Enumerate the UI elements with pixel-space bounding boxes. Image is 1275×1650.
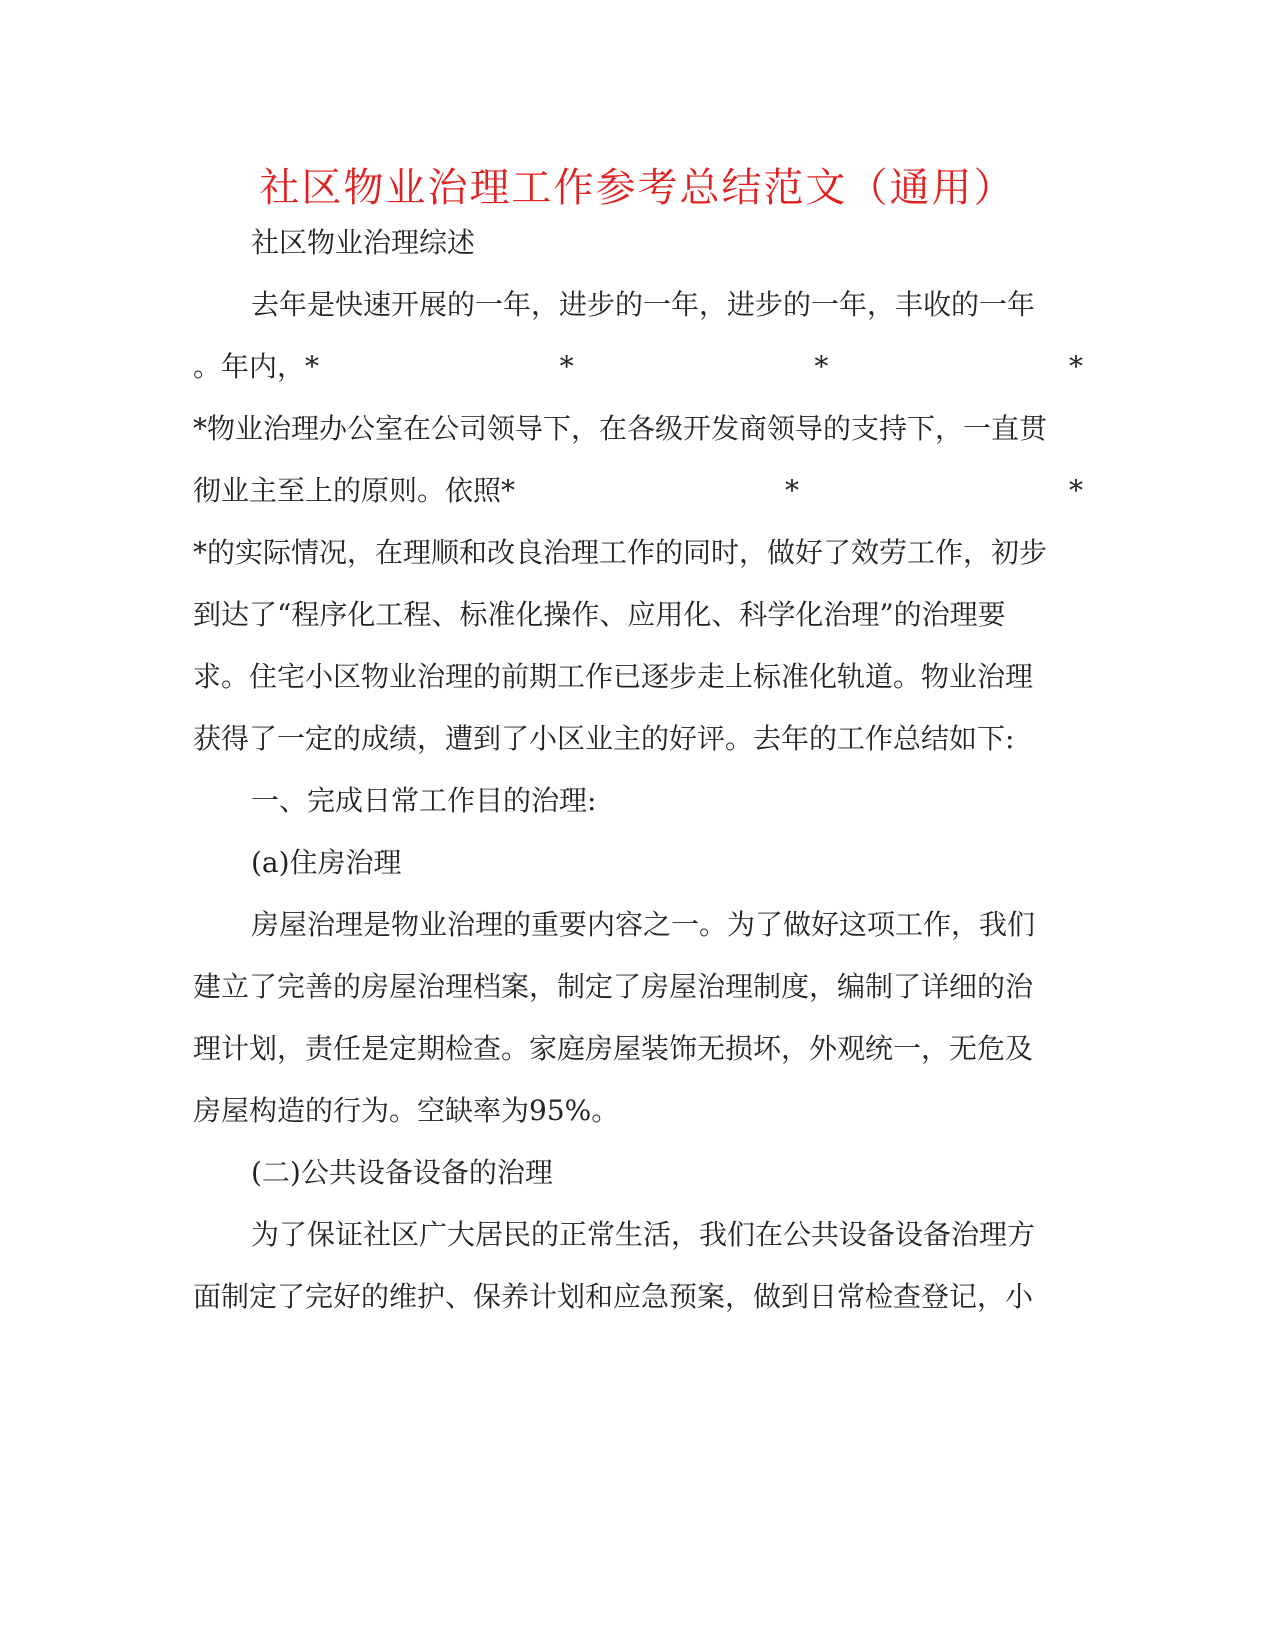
subsection-heading-facilities: (二)公共设备设备的治理 (251, 1156, 553, 1189)
text-fragment: * (559, 350, 574, 383)
text-fragment: * (1068, 474, 1083, 507)
paragraph-line: 理计划，责任是定期检查。家庭房屋装饰无损坏，外观统一，无危及 (193, 1032, 1034, 1065)
paragraph-line: 房屋构造的行为。空缺率为95%。 (193, 1094, 620, 1127)
paragraph-line: 房屋治理是物业治理的重要内容之一。为了做好这项工作，我们 (251, 908, 1036, 941)
paragraph-line: *的实际情况，在理顺和改良治理工作的同时，做好了效劳工作，初步 (193, 536, 1048, 569)
text-fragment: * (814, 350, 829, 383)
paragraph-line: 去年是快速开展的一年，进步的一年，进步的一年，丰收的一年 (251, 288, 1036, 321)
subsection-heading-housing: (a)住房治理 (251, 846, 402, 879)
section-heading-overview: 社区物业治理综述 (251, 226, 476, 259)
paragraph-line: *物业治理办公室在公司领导下，在各级开发商领导的支持下，一直贯 (193, 412, 1048, 445)
text-fragment: * (1068, 350, 1083, 383)
paragraph-line: 面制定了完好的维护、保养计划和应急预案，做到日常检查登记，小 (193, 1280, 1034, 1313)
paragraph-line: 到达了“程序化工程、标准化操作、应用化、科学化治理”的治理要 (193, 598, 1006, 631)
paragraph-line: 为了保证社区广大居民的正常生活，我们在公共设备设备治理方 (251, 1218, 1036, 1251)
text-fragment: 彻业主至上的原则。依照* (193, 474, 516, 507)
paragraph-line: 求。住宅小区物业治理的前期工作已逐步走上标准化轨道。物业治理 (193, 660, 1034, 693)
section-heading-daily-work: 一、完成日常工作目的治理: (251, 784, 597, 817)
paragraph-line: 建立了完善的房屋治理档案，制定了房屋治理制度，编制了详细的治 (193, 970, 1034, 1003)
paragraph-line-spread (193, 471, 1083, 511)
text-fragment: 。年内，* (193, 350, 320, 383)
document-title: 社区物业治理工作参考总结范文（通用） (259, 165, 1016, 211)
paragraph-line: 获得了一定的成绩，遭到了小区业主的好评。去年的工作总结如下: (193, 722, 1015, 755)
paragraph-line-spread (193, 347, 1083, 387)
text-fragment: * (785, 474, 799, 507)
